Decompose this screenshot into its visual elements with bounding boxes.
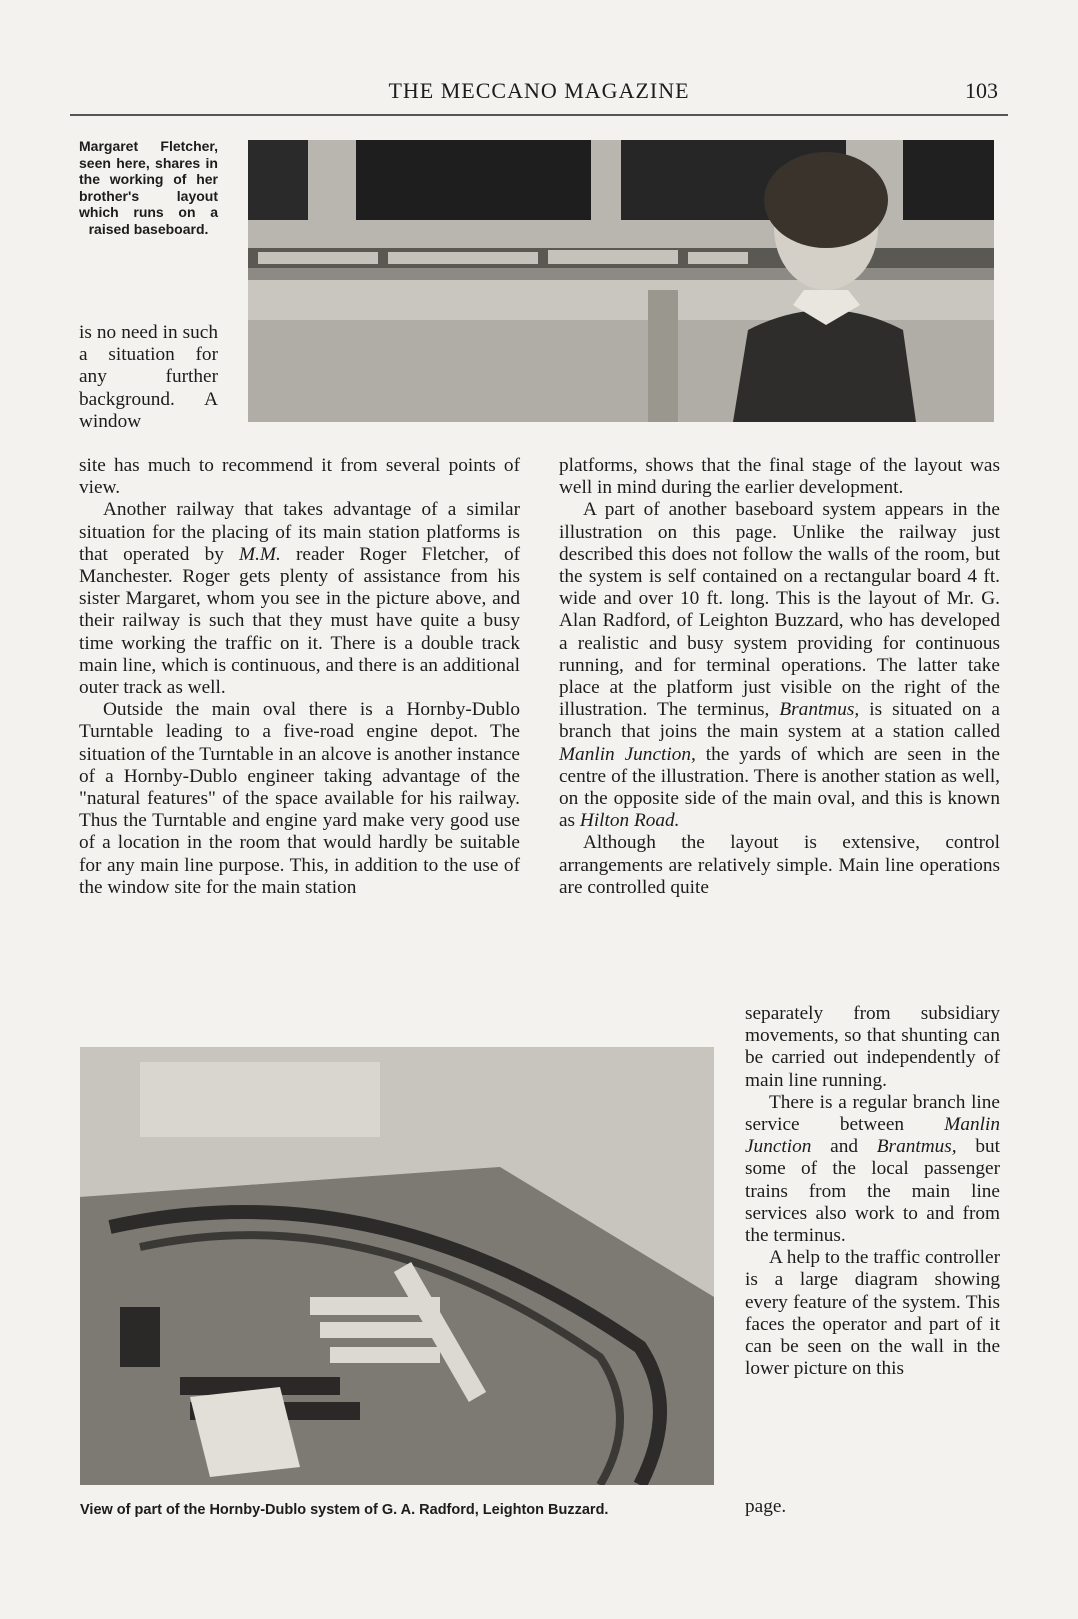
photo-hornby-dublo-layout — [80, 1047, 714, 1485]
magazine-title: THE MECCANO MAGAZINE — [388, 78, 690, 103]
right-column-lower — [745, 1003, 1000, 1380]
right-paragraph-3b: separately from subsidiary movements, so that shunting can be carried out independently of main line running. — [745, 1003, 1000, 1091]
right-paragraph-5: A help to the traffic controller is a large diagram showing every feature of the system. This faces the operator and part of it can be seen on the wall in the lower picture on this — [745, 1247, 1000, 1380]
left-paragraph-2: Another railway that takes advantage of a similar situation for the placing of its main station platforms is that operated by M.M. reader Roger Fletcher, of Manchester. Roger gets plenty of assistance from his sister Margaret, whom you see in the picture above, and their railway is such that they must have quite a busy time working the traffic on it. There is a double track main line, which is continuous, and there is an additional outer track as well. — [79, 499, 521, 699]
right-paragraph-3a: Although the layout is extensive, control arrangements are relatively simple. Main line operations are controlled quite — [559, 832, 1000, 898]
bottom-photo-caption: View of part of the Hornby-Dublo system of G. A. Radford, Leighton Buzzard. — [80, 1502, 609, 1518]
right-paragraph-4: There is a regular branch line service between Manlin Junction and Brantmus, but some of the local passenger trains from the main line services also work to and from the terminus. — [745, 1091, 1000, 1247]
left-paragraph-1: site has much to recommend it from several points of view. — [79, 455, 520, 499]
intro-paragraph: is no need in such a situation for any further background. A window — [79, 322, 218, 432]
page-number: 103 — [965, 78, 998, 103]
left-column — [79, 455, 520, 899]
top-photo-caption: Margaret Fletcher, seen here, shares in the working of her brother's layout which runs on a raised baseboard. — [79, 138, 218, 237]
right-paragraph-1: platforms, shows that the final stage of the layout was well in mind during the earlier development. — [559, 455, 1000, 499]
left-paragraph-3: Outside the main oval there is a Hornby-Dublo Turntable leading to a five-road engine depot. The situation of the Turntable in an alcove is another instance of a Hornby-Dublo engineer taking advantage of the "natural features" of the space available for his railway. Thus the Turntable and engine yard make very good use of a location in the room that would hardly be suitable for any main line purpose. This, in addition to the use of the window site for the main station — [79, 699, 520, 898]
right-column — [559, 455, 1000, 899]
right-column-last-word: page. — [745, 1496, 787, 1517]
right-paragraph-2: A part of another baseboard system appears in the illustration on this page. Unlike the railway just described this does not follow the walls of the room, but the system is self contained on a rectangular board 4 ft. wide and over 10 ft. long. This is the layout of Mr. G. Alan Radford, of Leighton Buzzard, who has developed a realistic and busy system providing for continuous running, and for terminal operations. The latter take place at the platform just visible on the right of the illustration. The terminus, Brantmus, is situated on a branch that joins the main system at a station called Manlin Junction, the yards of which are seen in the centre of the illustration. There is another station as well, on the opposite side of the main oval, and this is known as Hilton Road. — [559, 499, 1000, 832]
page-header — [70, 78, 1008, 112]
photo-girl-with-layout — [248, 140, 994, 422]
header-rule — [70, 114, 1008, 116]
